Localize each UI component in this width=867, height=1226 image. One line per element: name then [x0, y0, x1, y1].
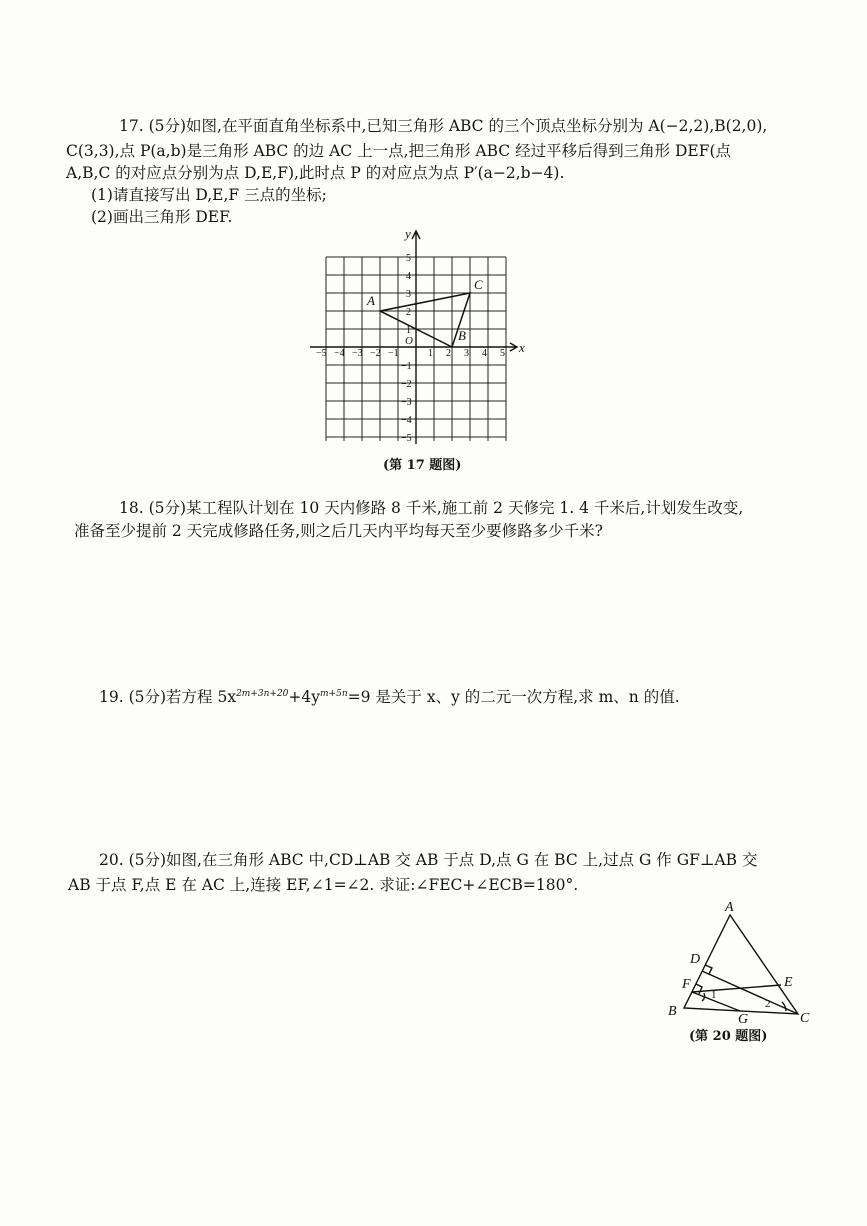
x-tick-label: −5 [316, 348, 327, 359]
axes [310, 231, 517, 444]
fig20-label-c: C [800, 1011, 810, 1025]
fig20-angle-1: 1 [711, 989, 717, 1001]
q17-line-1: 17. (5分)如图,在平面直角坐标系中,已知三角形 ABC 的三个顶点坐标分别为 A(−2,2),B(2,0), [119, 117, 768, 135]
x-tick-label: −1 [388, 348, 399, 359]
x-tick-label: −2 [370, 348, 381, 359]
q19-exponent-x: 2m+3n+20 [236, 689, 289, 699]
x-axis-label: x [519, 340, 525, 355]
fig20-label-b: B [668, 1004, 677, 1019]
x-tick-label: 2 [446, 348, 451, 359]
q20-figure-caption: (第 20 题图) [689, 1029, 768, 1044]
q19-text-start: 19. (5分)若方程 5x [99, 688, 237, 707]
y-tick-label: −1 [401, 361, 412, 372]
q18-line-2: 准备至少提前 2 天完成修路任务,则之后几天内平均每天至少要修路多少千米? [74, 522, 603, 540]
fig20-label-g: G [738, 1012, 749, 1025]
q17-line-2: C(3,3),点 P(a,b)是三角形 ABC 的边 AC 上一点,把三角形 ABC 经过平移后得到三角形 DEF(点 [66, 142, 732, 160]
point-b-label: B [458, 328, 466, 343]
y-tick-label: 2 [406, 307, 411, 318]
q20-line-1: 20. (5分)如图,在三角形 ABC 中,CD⊥AB 交 AB 于点 D,点 G 在 BC 上,过点 G 作 GF⊥AB 交 [99, 851, 758, 869]
q19-text-mid: +4y [288, 688, 321, 707]
point-a-label: A [367, 293, 375, 308]
y-tick-label: −3 [401, 397, 412, 408]
x-tick-label: 1 [428, 348, 433, 359]
q19-text-end: =9 是关于 x、y 的二元一次方程,求 m、n 的值. [347, 688, 680, 707]
y-axis-label: y [405, 226, 411, 241]
fig20-angle-2: 2 [765, 998, 771, 1010]
fig20-label-f: F [682, 977, 691, 992]
y-tick-label: 3 [406, 289, 411, 300]
y-tick-label: 5 [406, 253, 411, 264]
q20-line-2: AB 于点 F,点 E 在 AC 上,连接 EF,∠1=∠2. 求证:∠FEC+∠ECB=180°. [68, 876, 579, 894]
y-tick-label: 1 [406, 325, 411, 336]
y-tick-label: −2 [401, 379, 412, 390]
q17-part-2: (2)画出三角形 DEF. [91, 208, 233, 226]
q20-triangle-figure [660, 895, 820, 1025]
q17-part-1: (1)请直接写出 D,E,F 三点的坐标; [91, 186, 327, 204]
q18-line-1: 18. (5分)某工程队计划在 10 天内修路 8 千米,施工前 2 天修完 1. 4 千米后,计划发生改变, [119, 499, 744, 517]
fig20-label-d: D [690, 952, 701, 967]
x-tick-label: −4 [334, 348, 345, 359]
q19-statement [99, 684, 680, 707]
x-tick-label: 3 [464, 348, 469, 359]
x-tick-label: 5 [500, 348, 505, 359]
y-tick-label: 4 [406, 271, 411, 282]
q17-line-3: A,B,C 的对应点分别为点 D,E,F),此时点 P 的对应点为点 P′(a−2,b−4). [66, 164, 565, 182]
y-tick-label: −4 [401, 415, 412, 426]
origin-label: O [405, 335, 413, 347]
triangle-abc [380, 293, 470, 347]
x-tick-label: 4 [482, 348, 487, 359]
q19-exponent-y: m+5n [320, 689, 348, 699]
point-c-label: C [474, 277, 483, 292]
x-tick-label: −3 [352, 348, 363, 359]
y-tick-label: −5 [401, 433, 412, 444]
q17-coordinate-grid [300, 222, 540, 444]
q17-figure-caption: (第 17 题图) [383, 458, 462, 473]
fig20-label-a: A [725, 900, 734, 915]
fig20-label-e: E [784, 975, 793, 990]
